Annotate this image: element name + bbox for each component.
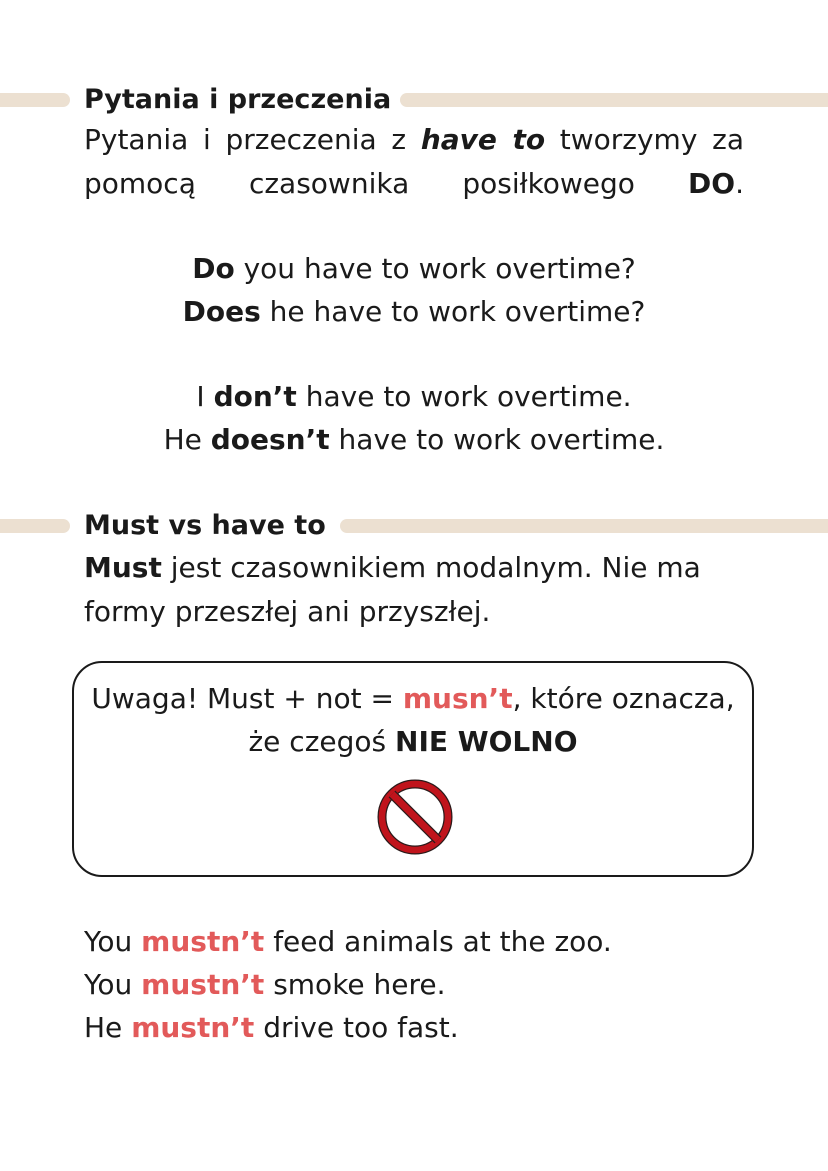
example-line: He mustn’t drive too fast. <box>84 1011 459 1044</box>
section-heading-questions: Pytania i przeczenia <box>84 84 392 115</box>
example-line: You mustn’t smoke here. <box>84 968 446 1001</box>
warning-text: Uwaga! Must + not = musn’t, które oznacza, że czegoś NIE WOLNO <box>91 682 735 758</box>
questions-intro: Pytania i przeczenia z have to tworzymy za pomocą czasownika posiłkowego DO. <box>84 123 744 200</box>
negative-line: He doesn’t have to work overtime. <box>163 423 665 456</box>
heading-bar-right <box>340 519 828 533</box>
negative-line: I don’t have to work overtime. <box>196 380 632 413</box>
question-line: Do you have to work overtime? <box>192 252 636 285</box>
prohibited-icon <box>377 779 453 855</box>
heading-bar-right <box>400 93 828 107</box>
example-line: You mustn’t feed animals at the zoo. <box>84 925 612 958</box>
section-heading-must: Must vs have to <box>84 510 326 541</box>
mustnt-examples <box>84 920 612 1049</box>
must-intro: Must jest czasownikiem modalnym. Nie ma formy przeszłej ani przyszłej. <box>84 551 701 628</box>
question-examples <box>0 247 828 333</box>
question-line: Does he have to work overtime? <box>182 295 646 328</box>
negative-examples <box>0 375 828 461</box>
heading-bar-left <box>0 519 70 533</box>
heading-bar-left <box>0 93 70 107</box>
warning-box <box>72 661 754 877</box>
